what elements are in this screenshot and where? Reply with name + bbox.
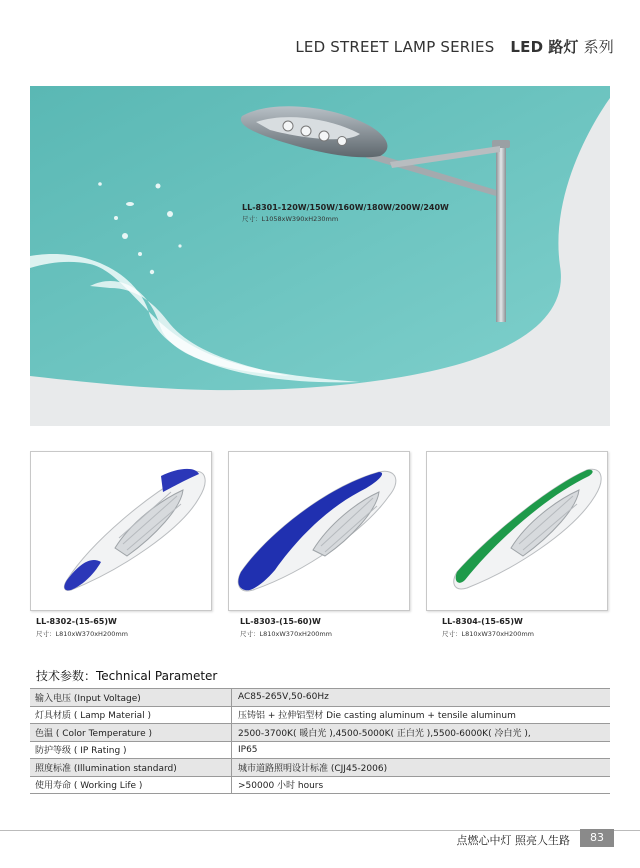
lamp-pole [496, 146, 506, 322]
footer-slogan: 点燃心中灯 照亮人生路 [456, 834, 570, 847]
spec-value: 压铸铝 + 拉伸铝型材 Die casting aluminum + tensile aluminum [232, 706, 611, 724]
spec-key: 色温 ( Color Temperature ) [30, 724, 232, 742]
lamp-image-8302 [31, 452, 211, 610]
footer-divider [0, 830, 640, 831]
spec-key: 输入电压 (Input Voltage) [30, 689, 232, 707]
series-title-en: LED STREET LAMP SERIES [295, 38, 495, 56]
spec-row [30, 706, 610, 724]
spec-row [30, 759, 610, 777]
lamp-image-8303 [229, 452, 409, 610]
spec-table [30, 688, 610, 794]
spec-value: AC85-265V,50-60Hz [232, 689, 611, 707]
spec-key: 照度标准 (Illumination standard) [30, 759, 232, 777]
model-8304: LL-8304-(15-65)W [442, 617, 523, 626]
spec-row [30, 776, 610, 794]
model-8302: LL-8302-(15-65)W [36, 617, 117, 626]
hero-dimensions: 尺寸：L1058xW390xH230mm [242, 215, 339, 223]
spec-row [30, 741, 610, 759]
page-header [295, 36, 614, 57]
spec-key: 防护等级 ( IP Rating ) [30, 741, 232, 759]
dimensions-8302: 尺寸：L810xW370xH200mm [36, 630, 129, 638]
spec-key: 使用寿命 ( Working Life ) [30, 776, 232, 794]
spec-key: 灯具材质 ( Lamp Material ) [30, 706, 232, 724]
spec-section-title: 技术参数：Technical Parameter [36, 669, 218, 683]
product-card-8302 [30, 451, 212, 611]
hero-illustration [30, 86, 610, 426]
product-card-8303 [228, 451, 410, 611]
model-8303: LL-8303-(15-60)W [240, 617, 321, 626]
dimensions-8303: 尺寸：L810xW370xH200mm [240, 630, 333, 638]
series-title-led: LED [510, 38, 544, 56]
product-card-8304 [426, 451, 608, 611]
spec-value: >50000 小时 hours [232, 776, 611, 794]
series-title-cn: 路灯 [548, 38, 579, 56]
hero-image [30, 86, 610, 426]
hero-model-number: LL-8301-120W/150W/160W/180W/200W/240W [242, 203, 449, 212]
lamp-image-8304 [427, 452, 607, 610]
spec-row [30, 724, 610, 742]
page-number: 83 [580, 829, 614, 847]
spec-row [30, 689, 610, 707]
series-title-suffix: 系列 [583, 38, 614, 56]
dimensions-8304: 尺寸：L810xW370xH200mm [442, 630, 535, 638]
spec-value: IP65 [232, 741, 611, 759]
spec-value: 2500-3700K( 暖白光 ),4500-5000K( 正白光 ),5500-6000K( 冷白光 ), [232, 724, 611, 742]
spec-value: 城市道路照明设计标准 (CJJ45-2006) [232, 759, 611, 777]
